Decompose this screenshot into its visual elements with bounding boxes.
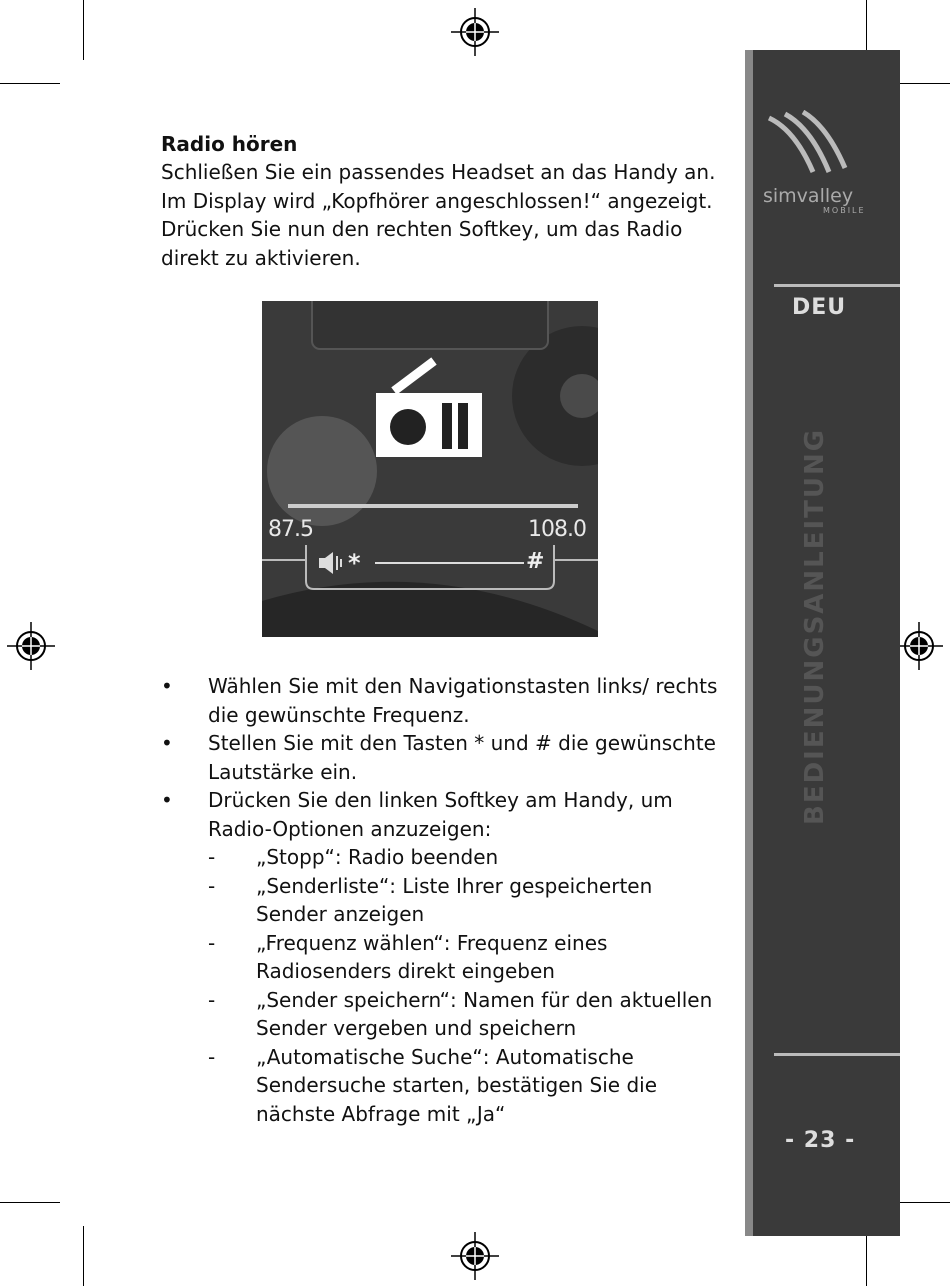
crop-mark <box>0 1202 60 1203</box>
dash-marker: - <box>208 1044 216 1069</box>
star-key-label: * <box>348 549 361 577</box>
option-item <box>208 1043 721 1129</box>
dash-marker: - <box>208 845 216 869</box>
option-item <box>208 929 721 986</box>
intro-paragraph: Schließen Sie ein passendes Headset an das Handy an. Im Display wird „Kopfhörer angeschlossen!“ angezeigt. Drücken Sie nun den rechten Softkey, um das Radio direkt zu aktivieren. <box>161 160 716 270</box>
option-text: „Stopp“: Radio beenden <box>256 845 499 869</box>
section-heading: Radio hören <box>161 132 298 156</box>
sidebar-edge <box>745 50 753 1236</box>
instruction-list <box>161 672 721 1128</box>
list-item <box>161 672 721 729</box>
language-label: DEU <box>792 295 847 320</box>
option-text: „Sender speichern“: Namen für den aktuellen Sender vergeben und speichern <box>256 987 713 1040</box>
dash-marker: - <box>208 873 216 898</box>
frequency-min: 87.5 <box>268 517 313 542</box>
list-item-text: Stellen Sie mit den Tasten * und # die gewünschte Lautstärke ein. <box>208 731 716 784</box>
option-item <box>208 986 721 1043</box>
divider <box>774 284 900 287</box>
dash-marker: - <box>208 987 216 1012</box>
bullet-marker: • <box>161 788 173 812</box>
list-item <box>161 786 721 1128</box>
crop-mark <box>83 0 84 60</box>
speaker-icon <box>317 550 343 576</box>
vertical-title: BEDIENUNGSANLEITUNG <box>800 427 830 825</box>
option-item <box>208 872 721 929</box>
screen-background <box>262 301 598 637</box>
sidebar <box>745 50 900 1236</box>
radio-icon <box>374 353 484 463</box>
radio-screen-image <box>262 301 598 637</box>
registration-mark-icon <box>451 8 499 56</box>
registration-mark-icon <box>895 622 943 670</box>
divider <box>774 1053 900 1056</box>
frequency-max: 108.0 <box>528 517 586 542</box>
option-text: „Senderliste“: Liste Ihrer gespeicherten Sender anzeigen <box>256 873 653 926</box>
crop-mark <box>83 1226 84 1286</box>
page-number: - 23 - <box>785 1128 856 1153</box>
list-item-text: Wählen Sie mit den Navigationstasten links/ rechts die gewünschte Frequenz. <box>208 674 718 727</box>
bullet-marker: • <box>161 674 173 698</box>
brand-logo-icon <box>765 110 855 180</box>
brand-subtitle: MOBILE <box>823 206 866 215</box>
brand-name: simvalley <box>763 185 854 207</box>
registration-mark-icon <box>7 622 55 670</box>
dash-marker: - <box>208 930 216 955</box>
list-item-text: Drücken Sie den linken Softkey am Handy, um Radio-Optionen anzuzeigen: <box>208 788 673 841</box>
list-item <box>161 729 721 786</box>
section-content <box>161 130 721 272</box>
option-item <box>208 843 721 872</box>
options-list <box>208 843 721 1128</box>
option-text: „Frequenz wählen“: Frequenz eines Radiosenders direkt eingeben <box>256 930 608 983</box>
crop-mark <box>0 83 60 84</box>
option-text: „Automatische Suche“: Automatische Sendersuche starten, bestätigen Sie die nächste Abfrage mit „Ja“ <box>256 1044 658 1126</box>
bullet-marker: • <box>161 731 173 755</box>
hash-key-label: # <box>526 549 545 574</box>
registration-mark-icon <box>451 1232 499 1280</box>
